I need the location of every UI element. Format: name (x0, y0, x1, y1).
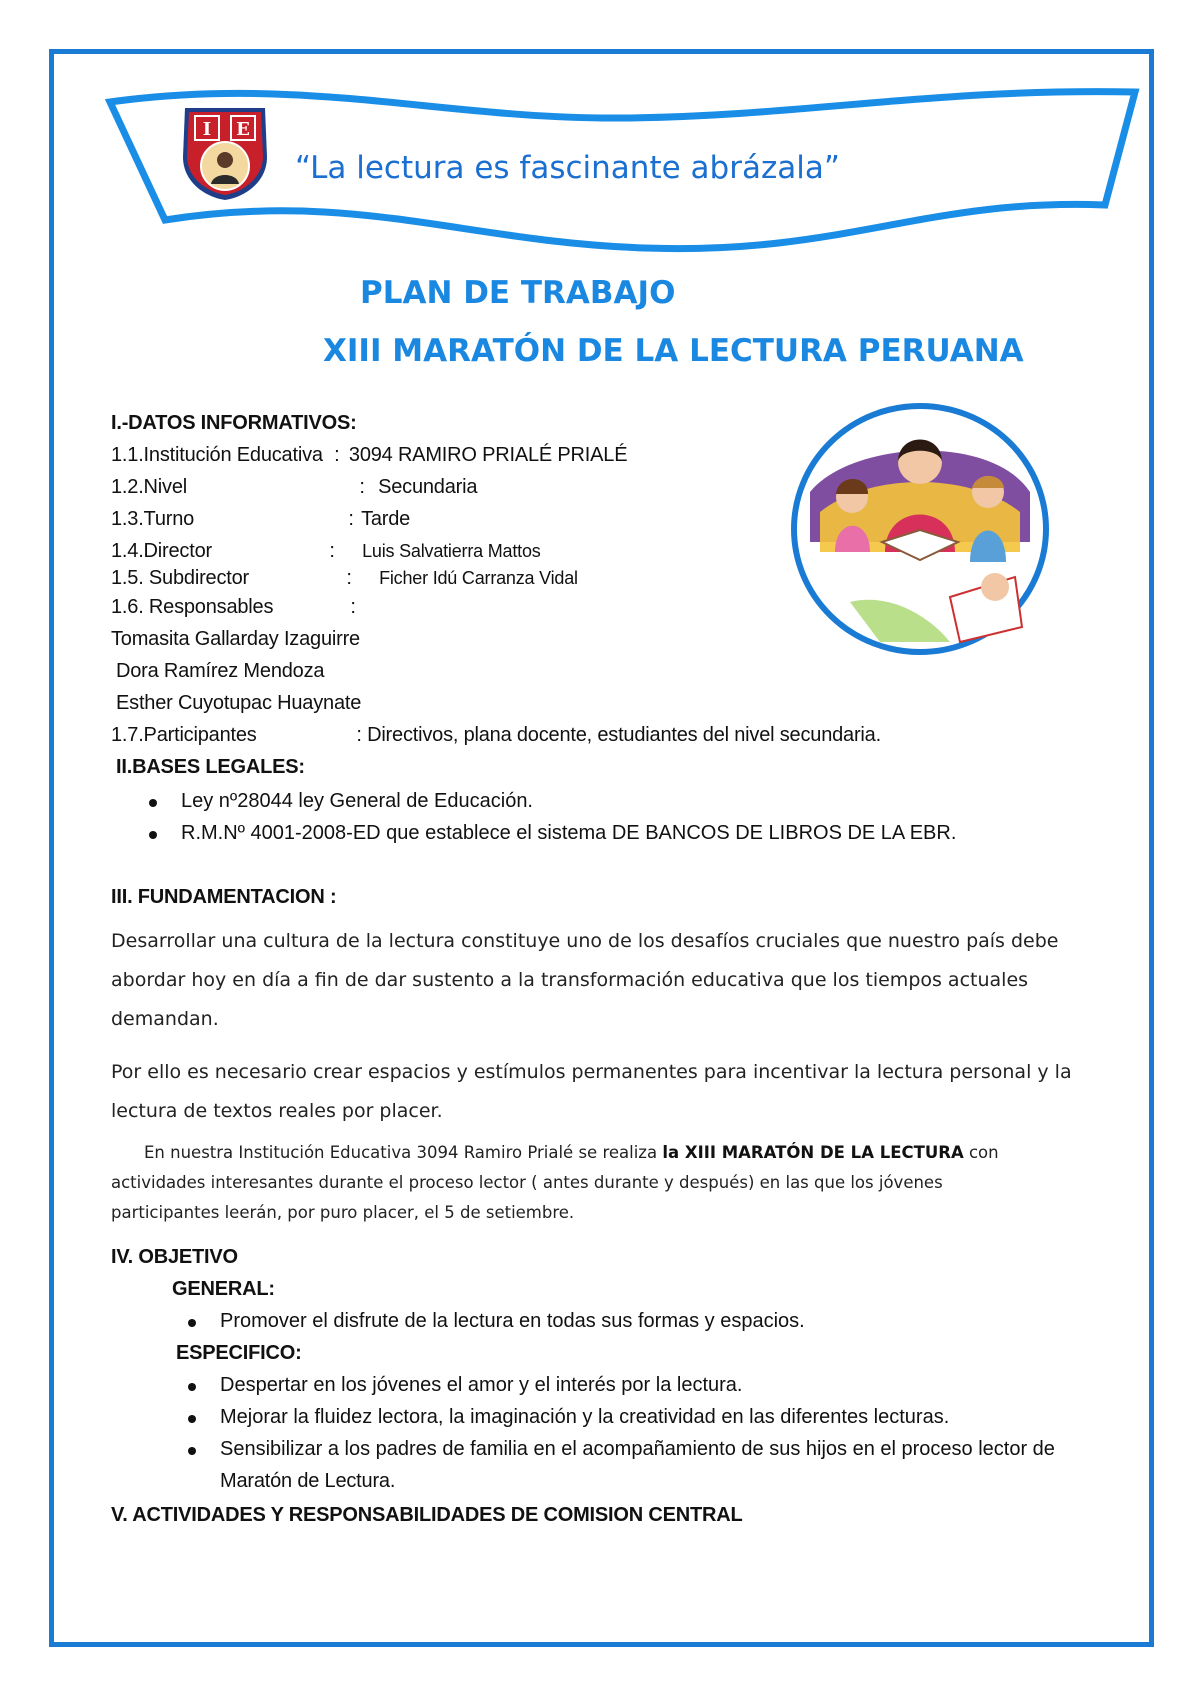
datos-sep: : (359, 476, 365, 498)
datos-row-responsables (111, 596, 356, 619)
datos-row-participantes (111, 724, 881, 747)
section-heading-objetivo: IV. OBJETIVO (111, 1246, 238, 1268)
datos-sep: : (350, 596, 356, 618)
logo-letter-e: E (236, 119, 250, 140)
bullet-icon (188, 1383, 196, 1391)
datos-value: Ficher Idú Carranza Vidal (379, 568, 578, 588)
datos-label: 1.7.Participantes (111, 724, 257, 746)
datos-sep: : (334, 444, 340, 466)
datos-value: 3094 RAMIRO PRIALÉ PRIALÉ (348, 444, 628, 466)
datos-row-turno (111, 508, 410, 531)
logo-letter-i: I (202, 119, 212, 140)
list-item: Promover el disfrute de la lectura en todas sus formas y espacios. (220, 1310, 805, 1333)
datos-label: 1.6. Responsables (111, 596, 274, 618)
reading-illustration (790, 402, 1050, 657)
bullet-icon (188, 1415, 196, 1423)
datos-label: 1.1.Institución Educativa (111, 444, 323, 466)
bullet-icon (188, 1319, 196, 1327)
subheading-especifico: ESPECIFICO: (176, 1342, 302, 1364)
paragraph-3: En nuestra Institución Educativa 3094 Ramiro Prialé se realiza la XIII MARATÓN DE LA LECTURA con actividades interesantes durante el proceso lector ( antes durante y después) en las que los jóvenes participantes leerán, por puro placer, el 5 de setiembre. (111, 1143, 999, 1222)
page-subtitle: XIII MARATÓN DE LA LECTURA PERUANA (323, 333, 1024, 369)
section-heading-fundamentacion: III. FUNDAMENTACION : (111, 886, 337, 908)
bullet-icon (188, 1447, 196, 1455)
slogan: “La lectura es fascinante abrázala” (295, 150, 840, 186)
list-item: Ley nº28044 ley General de Educación. (181, 790, 533, 813)
datos-label: 1.4.Director (111, 540, 212, 562)
paragraph-1: Desarrollar una cultura de la lectura constituye uno de los desafíos cruciales que nuestro país debe abordar hoy en día a fin de dar sustento a la transformación educativa que los tiempos actuales demandan. (111, 930, 1059, 1030)
datos-value: Secundaria (378, 476, 478, 498)
paragraph-2: Por ello es necesario crear espacios y estímulos permanentes para incentivar la lectura personal y la lectura de textos reales por placer. (111, 1061, 1072, 1122)
datos-label: 1.2.Nivel (111, 476, 188, 498)
datos-value: Tarde (361, 508, 411, 530)
list-item-continuation: Maratón de Lectura. (220, 1470, 396, 1492)
datos-row-director (111, 540, 541, 563)
page-title: PLAN DE TRABAJO (360, 275, 676, 311)
school-crest-logo (175, 102, 275, 202)
datos-label: 1.5. Subdirector (111, 567, 249, 589)
list-item: Sensibilizar a los padres de familia en el acompañamiento de sus hijos en el proceso lector de (220, 1438, 1055, 1461)
list-item: Mejorar la fluidez lectora, la imaginación y la creatividad en las diferentes lecturas. (220, 1406, 949, 1429)
datos-sep: : (348, 508, 354, 530)
datos-row-institucion (111, 444, 627, 467)
responsable-name: Tomasita Gallarday Izaguirre (111, 628, 360, 650)
section-heading-actividades: V. ACTIVIDADES Y RESPONSABILIDADES DE COMISION CENTRAL (111, 1504, 743, 1526)
datos-value: : Directivos, plana docente, estudiantes del nivel secundaria. (356, 724, 881, 746)
section-heading-bases: II.BASES LEGALES: (116, 756, 305, 778)
datos-value: Luis Salvatierra Mattos (362, 541, 541, 561)
list-item: Despertar en los jóvenes el amor y el interés por la lectura. (220, 1374, 742, 1397)
responsable-name: Dora Ramírez Mendoza (116, 660, 325, 682)
section-heading-datos: I.-DATOS INFORMATIVOS: (111, 412, 357, 434)
datos-sep: : (346, 567, 352, 589)
header-banner (105, 80, 1145, 270)
bullet-icon (149, 831, 157, 839)
datos-label: 1.3.Turno (111, 508, 195, 530)
list-item: R.M.Nº 4001-2008-ED que establece el sistema DE BANCOS DE LIBROS DE LA EBR. (181, 822, 956, 845)
subheading-general: GENERAL: (172, 1278, 275, 1300)
datos-sep: : (329, 540, 335, 562)
datos-row-nivel (111, 476, 477, 499)
responsable-name: Esther Cuyotupac Huaynate (116, 692, 362, 714)
datos-row-subdirector (111, 567, 578, 590)
bullet-icon (149, 799, 157, 807)
